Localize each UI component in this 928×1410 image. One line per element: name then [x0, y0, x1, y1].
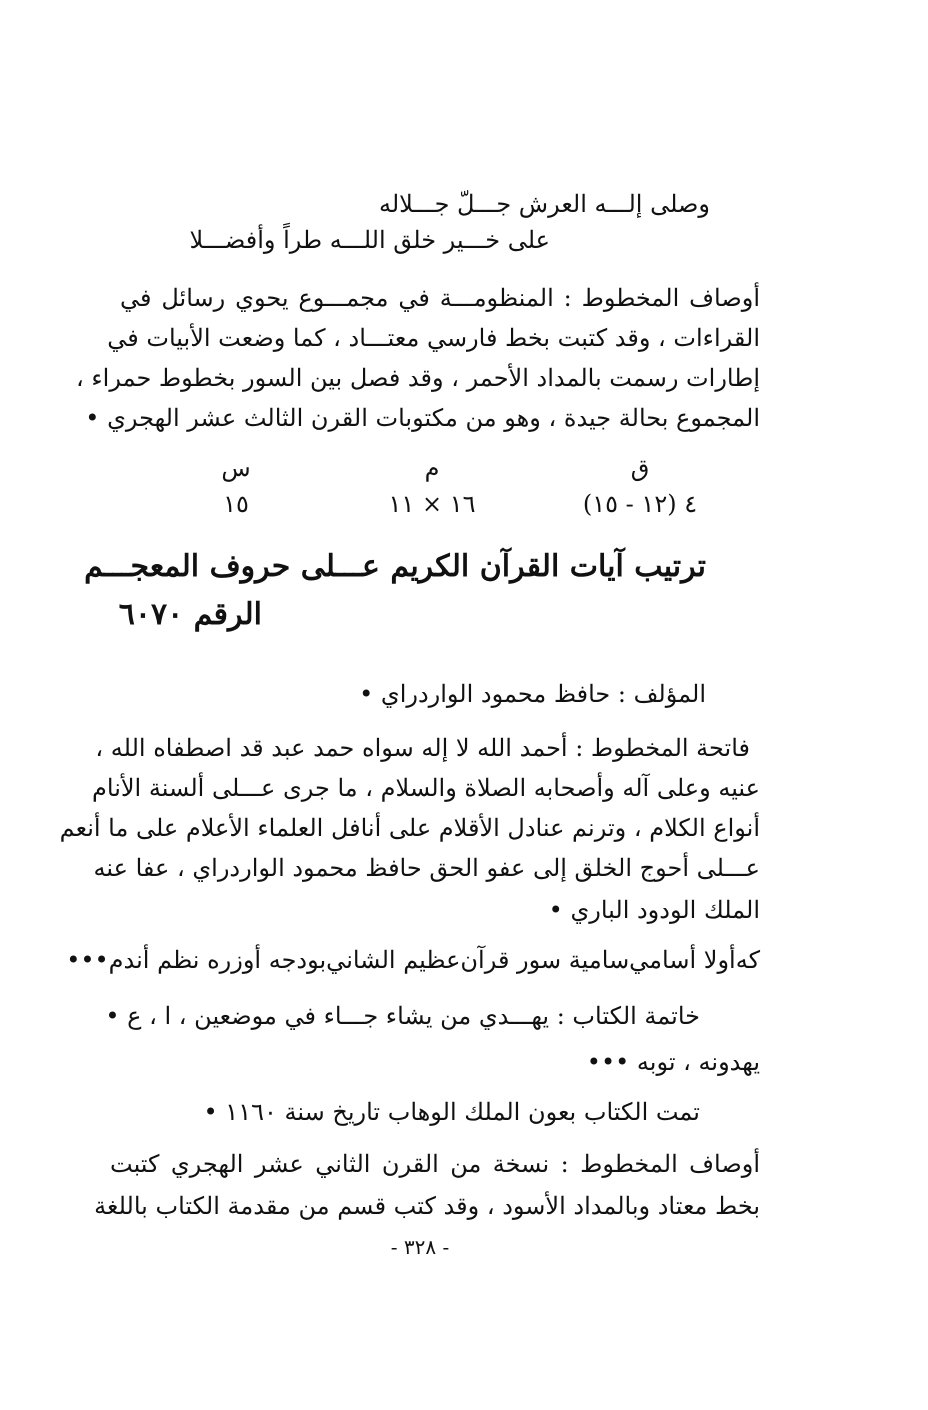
opening-line-3: أنواع الكلام ، وترنم عنادل الأقلام على أنافل العلماء الأعلام على ما أنعم — [59, 814, 760, 842]
opening-line-4: عـــلى أحوج الخلق إلى عفو الحق حافظ محمود الواردراي ، عفا عنه — [93, 854, 760, 882]
description-1-line-4: المجموع بحالة جيدة ، وهو من مكتوبات القرن الثالث عشر الهجري • — [85, 404, 760, 432]
closing-line-2: يهدونه ، توبه ••• — [586, 1048, 760, 1076]
description-2-line-1: أوصاف المخطوط : نسخة من القرن الثاني عشر الهجري كتبت — [110, 1150, 760, 1178]
verse-opening-line: كه‌أولا أسامي‌سامية سور قرآن‌عظيم الشاني‌بودجه أوزره نظم أندم••• — [66, 946, 760, 974]
description-2-line-2: بخط معتاد وبالمداد الأسود ، وقد كتب قسم من مقدمة الكتاب باللغة — [94, 1192, 760, 1220]
measure-header-m: م — [424, 454, 440, 482]
opening-line-5: الملك الودود الباري • — [548, 896, 760, 924]
opening-line-2: عنيه وعلى آله وأصحابه الصلاة والسلام ، ما جرى عـــلى ألسنة الأنام — [92, 774, 760, 802]
description-1-line-1: أوصاف المخطوط : المنظومـــة في مجمـــوع يحوي رسائل في — [120, 284, 760, 312]
completion-line: تمت الكتاب بعون الملك الوهاب تاريخ سنة ١١٦٠ • — [203, 1098, 700, 1126]
opening-line-1: فاتحة المخطوط : أحمد الله لا إله سواه حمد عبد قد اصطفاه الله ، — [95, 734, 750, 762]
measure-value-q: ٤ (١٢ - ١٥) — [582, 490, 698, 518]
section-number: الرقم ٦٠٧٠ — [118, 597, 262, 632]
verse-line-1: وصلى إلـــه العرش جـــلّ جـــلاله — [378, 190, 710, 218]
author-line: المؤلف : حافظ محمود الواردراي • — [359, 680, 706, 708]
measure-header-s: س — [221, 454, 251, 482]
description-1-line-3: إطارات رسمت بالمداد الأحمر ، وقد فصل بين السور بخطوط حمراء ، — [76, 364, 760, 392]
section-title: ترتيب آيات القرآن الكريم عـــلى حروف المعجـــم — [84, 549, 706, 584]
description-1-line-2: القراءات ، وقد كتبت بخط فارسي معتـــاد ، كما وضعت الأبيات في — [107, 324, 760, 352]
measure-header-q: ق — [630, 454, 650, 482]
page-number: - ٣٢٨ - — [390, 1235, 450, 1259]
verse-line-2: على خـــير خلق اللـــه طراً وأفضـــلا — [189, 226, 550, 254]
measure-value-m: ١٦ × ١١ — [388, 490, 476, 518]
measure-value-s: ١٥ — [223, 490, 249, 518]
closing-line-1: خاتمة الكتاب : يهـــدي من يشاء جـــاء في موضعين ، ا ، ع • — [105, 1002, 700, 1030]
